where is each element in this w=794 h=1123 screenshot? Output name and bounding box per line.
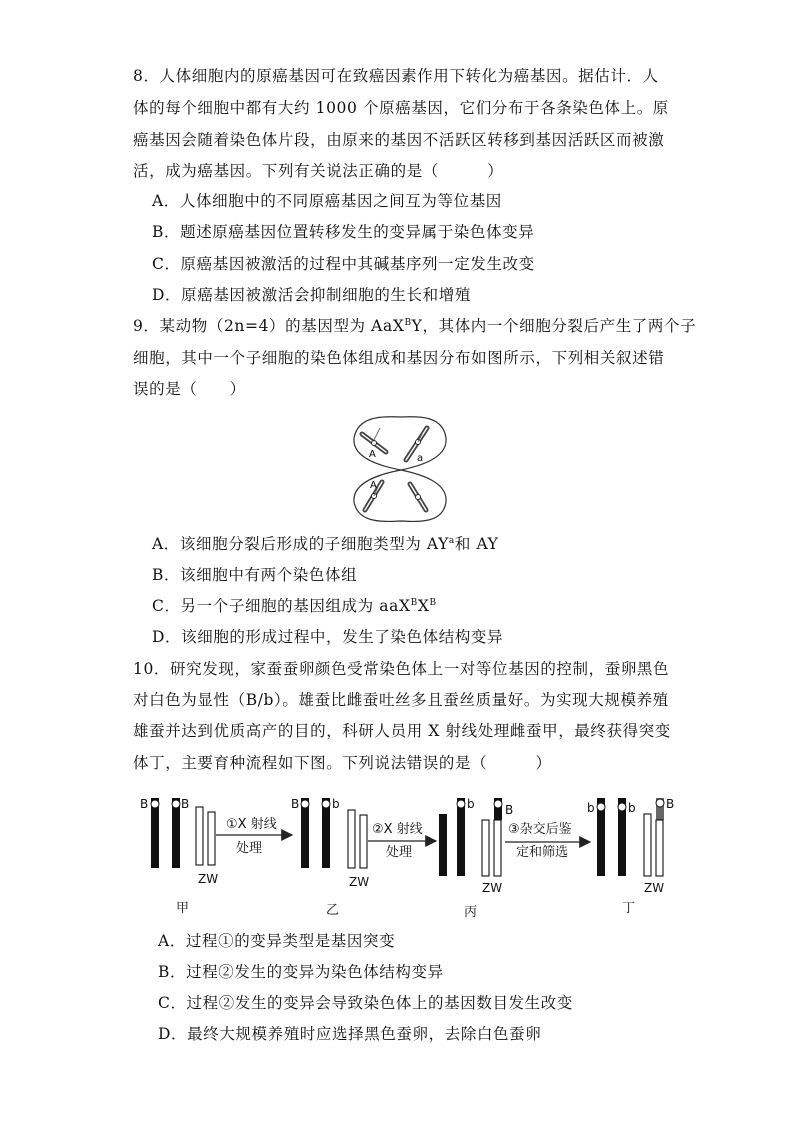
gene-b-lower-label: b	[332, 797, 340, 811]
q9-stem-line-3: 误的是（ ）	[133, 380, 246, 398]
gene-b-lower-label: b	[587, 801, 595, 815]
q9-stem-line-1: 9．某动物（2n=4）的基因型为 AaX$^B$Y，其体内一个细胞分裂后产生了两个子	[133, 317, 697, 335]
stage-label-ding: 丁	[622, 901, 636, 916]
stage-label-jia: 甲	[176, 901, 190, 916]
stage-ding	[587, 797, 674, 916]
q9-stem-line-2: 细胞，其中一个子细胞的染色体组成和基因分布如图所示，下列相关叙述错	[133, 349, 665, 367]
arrow3-label-line2: 定和筛选	[516, 845, 569, 860]
arrow-xray-1	[216, 816, 292, 856]
q10-stem-line-3: 雄蚕并达到优质高产的目的，科研人员用 X 射线处理雌蚕甲，最终获得突变	[133, 722, 671, 740]
gene-b-label: B	[666, 797, 675, 811]
q8-option-b: B．题述原癌基因位置转移发生的变异属于染色体变异	[152, 223, 535, 241]
q10-option-b: B．过程②发生的变异为染色体结构变异	[158, 963, 444, 981]
arrow2-label-line2: 处理	[386, 845, 413, 860]
arrow1-label-line1: ①X 射线	[226, 817, 277, 832]
q10-stem-line-1: 10．研究发现，家蚕蚕卵颜色受常染色体上一对等位基因的控制，蚕卵黑色	[133, 660, 670, 678]
q10-option-d: D．最终大规模养殖时应选择黑色蚕卵，去除白色蚕卵	[158, 1025, 542, 1043]
stage-yi	[291, 797, 369, 918]
stage-label-yi: 乙	[326, 903, 340, 918]
gene-label-a-upper: A	[369, 449, 376, 460]
gene-b-label: B	[505, 803, 514, 817]
gene-label-a-lower: a	[417, 453, 424, 464]
arrow-xray-2	[368, 821, 436, 860]
q10-stem-line-2: 对白色为显性（B/b）。雄蚕比雌蚕吐丝多且蚕丝质量好。为实现大规模养殖	[133, 691, 669, 709]
stage-bing	[439, 797, 513, 920]
q8-stem-line-4: 活，成为癌基因。下列有关说法正确的是（ ）	[133, 162, 504, 180]
zw-label: ZW	[198, 872, 219, 886]
q8-stem-line-2: 体的每个细胞中都有大约 1000 个原癌基因，它们分布于各条染色体上。原	[133, 99, 669, 117]
arrow-cross-select	[505, 821, 590, 860]
q10-option-a: A．过程①的变异类型是基因突变	[158, 932, 396, 950]
zw-label: ZW	[349, 875, 370, 889]
zw-label: ZW	[644, 881, 665, 895]
stage-label-bing: 丙	[464, 905, 478, 920]
arrow1-label-line2: 处理	[236, 841, 263, 856]
q9-cell-figure	[340, 412, 462, 526]
gene-b-label: B	[181, 797, 190, 811]
q9-option-c: C．另一个子细胞的基因组成为 $aaX^BX^B$	[152, 597, 437, 615]
q8-stem-line-3: 癌基因会随着染色体片段，由原来的基因不活跃区转移到基因活跃区而被激	[133, 131, 665, 149]
q10-breeding-figure	[120, 790, 690, 926]
q9-option-b: B．该细胞中有两个染色体组	[152, 566, 358, 584]
q9-option-a: A．该细胞分裂后形成的子细胞类型为 $AY^a$和 AY	[152, 535, 499, 553]
gene-label-a-upper-2: A	[370, 480, 377, 491]
q8-option-a: A．人体细胞中的不同原癌基因之间互为等位基因	[152, 192, 502, 210]
q8-stem-line-1: 8．人体细胞内的原癌基因可在致癌因素作用下转化为癌基因。据估计．人	[133, 67, 659, 85]
gene-b-lower-label: b	[467, 797, 475, 811]
stage-jia	[140, 797, 218, 916]
q8-option-c: C．原癌基因被激活的过程中其碱基序列一定发生改变	[152, 255, 535, 273]
q10-stem-line-4: 体丁，主要育种流程如下图。下列说法错误的是（ ）	[133, 754, 552, 772]
q10-option-c: C．过程②发生的变异会导致染色体上的基因数目发生改变	[158, 994, 573, 1012]
arrow2-label-line1: ②X 射线	[372, 822, 423, 837]
q8-option-d: D．原癌基因被激活会抑制细胞的生长和增殖	[152, 286, 471, 304]
zw-label: ZW	[482, 881, 503, 895]
gene-b-label: B	[291, 797, 300, 811]
gene-b-lower-label: b	[628, 801, 636, 815]
arrow3-label-line1: ③杂交后鉴	[508, 822, 572, 837]
gene-b-label: B	[140, 797, 149, 811]
q9-option-d: D．该细胞的形成过程中，发生了染色体结构变异	[152, 628, 504, 646]
